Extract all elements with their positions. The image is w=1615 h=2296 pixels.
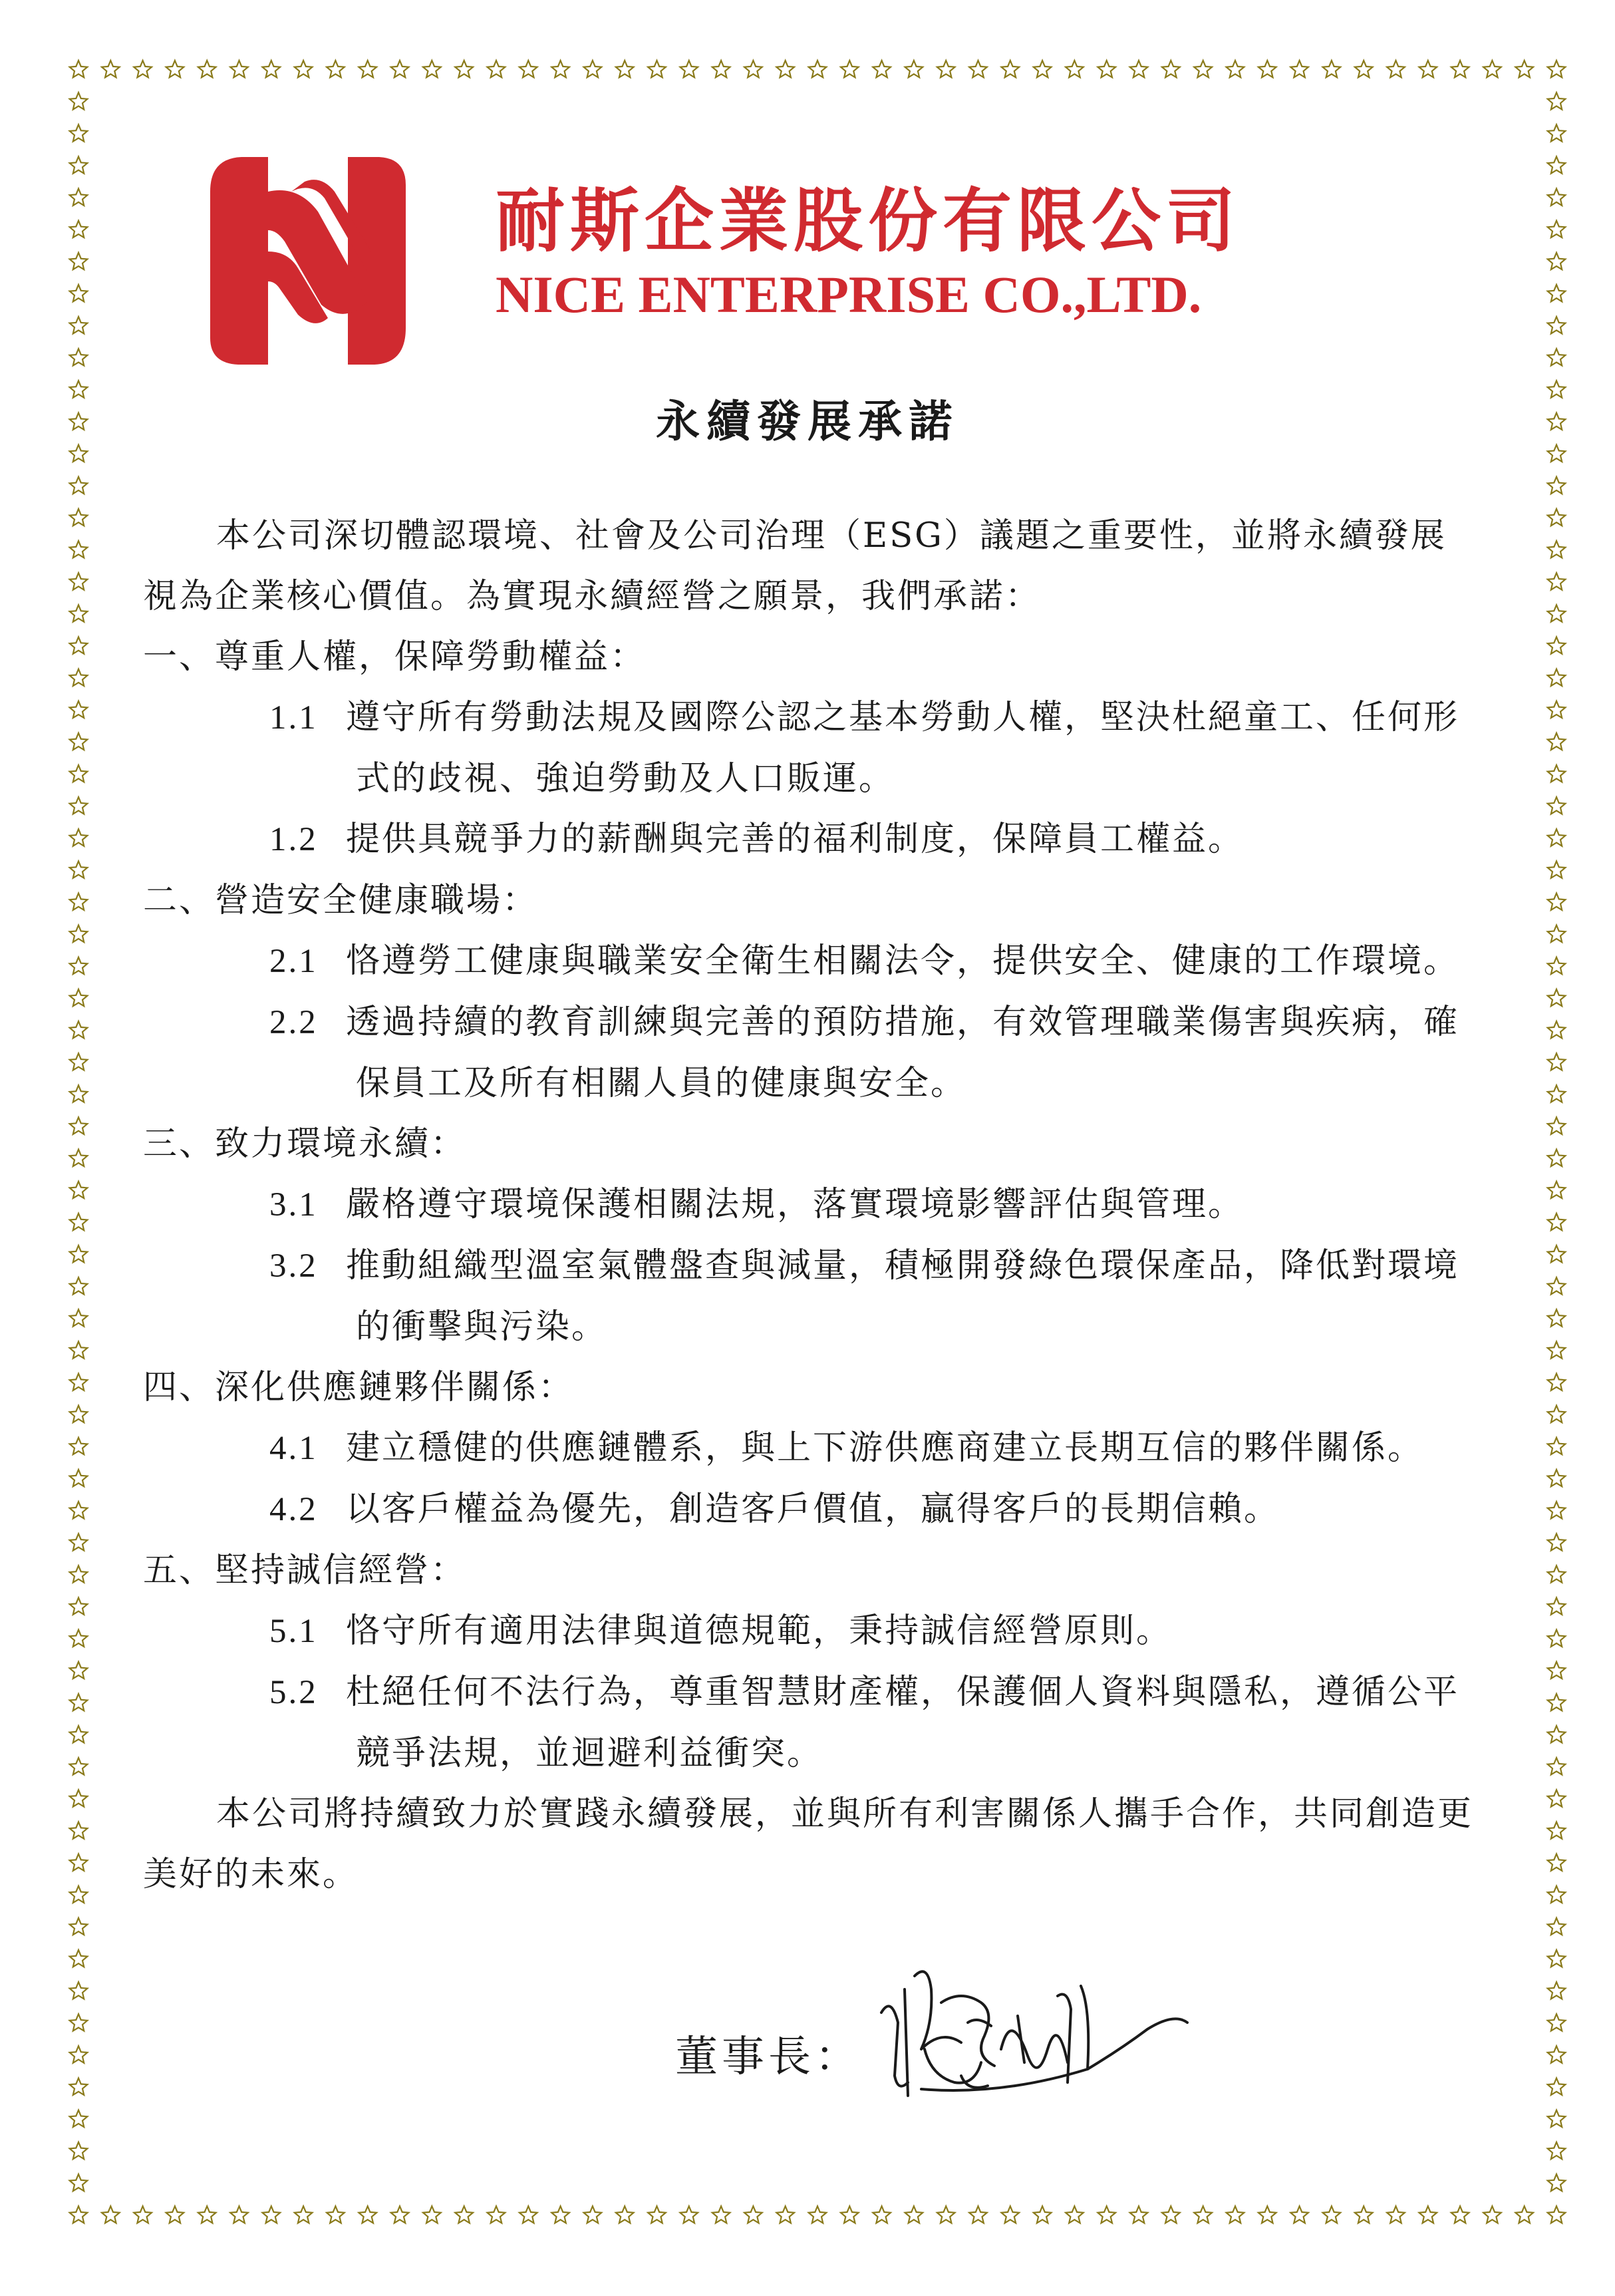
item-number: 4.2: [269, 1491, 318, 1528]
item-number: 1.1: [269, 699, 318, 737]
star-outline-icon: [70, 989, 88, 1006]
star-outline-icon: [1548, 1726, 1566, 1742]
item-text: 杜絕任何不法行為，尊重智慧財產權，保護個人資料與隱私，遵循公平競爭法規，並迴避利益衝突。: [346, 1673, 1460, 1773]
star-outline-icon: [70, 61, 88, 77]
item-text: 透過持續的教育訓練與完善的預防措施，有效管理職業傷害與疾病，確保員工及所有相關人員的健康與安全。: [346, 1003, 1460, 1103]
star-outline-icon: [1548, 1406, 1566, 1422]
star-outline-icon: [1162, 2206, 1180, 2223]
star-outline-icon: [1548, 189, 1566, 206]
star-outline-icon: [70, 2014, 88, 2031]
star-outline-icon: [70, 541, 88, 558]
star-outline-icon: [744, 2206, 762, 2223]
star-outline-icon: [1548, 1214, 1566, 1230]
star-outline-icon: [905, 2206, 923, 2223]
star-outline-icon: [1548, 477, 1566, 494]
list-item: [143, 992, 1480, 1114]
star-outline-icon: [70, 605, 88, 621]
star-outline-icon: [1548, 957, 1566, 974]
star-outline-icon: [1548, 1822, 1566, 1838]
star-outline-icon: [1451, 61, 1469, 77]
star-outline-icon: [70, 509, 88, 526]
star-outline-icon: [70, 2174, 88, 2191]
star-outline-icon: [1548, 1597, 1566, 1614]
star-outline-icon: [616, 2206, 634, 2223]
list-item: [143, 687, 1480, 809]
star-outline-icon: [70, 1565, 88, 1582]
star-outline-icon: [1258, 61, 1276, 77]
star-outline-icon: [70, 1309, 88, 1326]
star-outline-icon: [70, 765, 88, 782]
star-outline-icon: [70, 894, 88, 910]
star-outline-icon: [70, 1277, 88, 1294]
star-outline-icon: [1034, 2206, 1052, 2223]
star-outline-icon: [70, 829, 88, 846]
star-outline-icon: [1548, 349, 1566, 365]
star-outline-icon: [1548, 701, 1566, 718]
star-outline-icon: [1066, 61, 1084, 77]
star-outline-icon: [1227, 61, 1245, 77]
star-outline-icon: [1290, 2206, 1308, 2223]
star-outline-icon: [776, 2206, 794, 2223]
star-outline-icon: [70, 1918, 88, 1935]
star-outline-icon: [1548, 1085, 1566, 1102]
star-outline-icon: [70, 2078, 88, 2095]
intro-paragraph: 本公司深切體認環境、社會及公司治理（ESG）議題之重要性，並將永續發展視為企業核心價值。為實現永續經營之願景，我們承諾：: [143, 516, 1447, 616]
item-text: 嚴格遵守環境保護相關法規，落實環境影響評估與管理。: [346, 1185, 1245, 1224]
star-outline-icon: [1548, 1150, 1566, 1166]
nice-n-logo-icon: [205, 152, 411, 368]
star-outline-icon: [70, 797, 88, 814]
star-outline-icon: [519, 2206, 537, 2223]
star-outline-icon: [70, 637, 88, 653]
star-outline-icon: [712, 61, 730, 77]
star-outline-icon: [551, 61, 569, 77]
star-outline-icon: [937, 61, 955, 77]
star-outline-icon: [1355, 2206, 1373, 2223]
star-outline-icon: [70, 733, 88, 750]
star-outline-icon: [295, 61, 313, 77]
star-outline-icon: [70, 349, 88, 365]
star-outline-icon: [70, 1214, 88, 1230]
star-outline-icon: [166, 61, 184, 77]
star-outline-icon: [1387, 2206, 1405, 2223]
star-outline-icon: [1548, 1886, 1566, 1903]
star-outline-icon: [1548, 92, 1566, 109]
star-outline-icon: [488, 2206, 506, 2223]
list-item: [143, 1662, 1480, 1784]
star-outline-icon: [70, 1182, 88, 1198]
star-outline-icon: [1548, 1565, 1566, 1582]
list-item: [143, 1235, 1480, 1357]
star-outline-icon: [1548, 1438, 1566, 1454]
star-outline-icon: [1548, 925, 1566, 942]
star-outline-icon: [809, 61, 827, 77]
star-outline-icon: [680, 2206, 698, 2223]
star-outline-icon: [1130, 61, 1148, 77]
item-number: 3.1: [269, 1186, 318, 1224]
star-outline-icon: [1548, 829, 1566, 846]
star-outline-icon: [70, 925, 88, 942]
item-number: 1.2: [269, 821, 318, 858]
star-outline-icon: [70, 1726, 88, 1742]
star-outline-icon: [102, 61, 120, 77]
star-outline-icon: [1258, 2206, 1276, 2223]
star-outline-icon: [1515, 2206, 1533, 2223]
star-outline-icon: [1002, 61, 1020, 77]
star-outline-icon: [70, 1982, 88, 1999]
section-heading: 三、致力環境永續：: [143, 1124, 467, 1164]
star-outline-icon: [70, 92, 88, 109]
star-outline-icon: [391, 61, 409, 77]
star-outline-icon: [263, 2206, 281, 2223]
star-outline-icon: [70, 1374, 88, 1391]
star-outline-icon: [1034, 61, 1052, 77]
company-name-english: NICE ENTERPRISE CO.,LTD.: [496, 265, 1202, 323]
star-outline-icon: [648, 61, 666, 77]
star-outline-icon: [1548, 2014, 1566, 2031]
signature-block: [668, 1949, 1201, 2122]
star-outline-icon: [263, 61, 281, 77]
star-outline-icon: [1548, 2078, 1566, 2095]
item-number: 2.2: [269, 1004, 318, 1041]
star-outline-icon: [1548, 1470, 1566, 1486]
star-outline-icon: [1548, 1182, 1566, 1198]
star-outline-icon: [70, 124, 88, 141]
star-outline-icon: [70, 1245, 88, 1262]
star-outline-icon: [327, 61, 345, 77]
star-outline-icon: [1483, 61, 1501, 77]
star-outline-icon: [905, 61, 923, 77]
star-outline-icon: [70, 1597, 88, 1614]
company-name-chinese: 耐斯企業股份有限公司: [496, 180, 1241, 261]
star-outline-icon: [1548, 1245, 1566, 1262]
star-outline-icon: [1548, 1277, 1566, 1294]
star-outline-icon: [455, 2206, 473, 2223]
star-outline-icon: [1323, 61, 1341, 77]
star-outline-icon: [166, 2206, 184, 2223]
star-outline-icon: [70, 2142, 88, 2159]
star-outline-icon: [70, 1758, 88, 1774]
star-outline-icon: [70, 1021, 88, 1038]
document-body: [143, 506, 1480, 1905]
star-outline-icon: [1548, 2206, 1566, 2223]
star-outline-icon: [359, 61, 376, 77]
star-outline-icon: [70, 1117, 88, 1134]
star-outline-icon: [1548, 861, 1566, 878]
star-outline-icon: [1387, 61, 1405, 77]
handwritten-signature-icon: [868, 1949, 1201, 2122]
star-outline-icon: [70, 1085, 88, 1102]
star-outline-icon: [1548, 253, 1566, 269]
star-outline-icon: [1548, 1341, 1566, 1358]
star-outline-icon: [70, 669, 88, 686]
star-outline-icon: [1548, 156, 1566, 173]
star-outline-icon: [648, 2206, 666, 2223]
star-outline-icon: [1194, 2206, 1212, 2223]
star-outline-icon: [1548, 2046, 1566, 2062]
star-outline-icon: [809, 2206, 827, 2223]
star-outline-icon: [70, 573, 88, 589]
star-outline-icon: [359, 2206, 376, 2223]
item-number: 4.1: [269, 1430, 318, 1467]
star-outline-icon: [1548, 1117, 1566, 1134]
star-outline-icon: [70, 1854, 88, 1871]
star-outline-icon: [1548, 733, 1566, 750]
star-outline-icon: [1548, 1950, 1566, 1967]
list-item: [143, 1479, 1480, 1540]
star-outline-icon: [1419, 2206, 1437, 2223]
star-outline-icon: [1548, 1309, 1566, 1326]
item-number: 2.1: [269, 943, 318, 980]
star-outline-icon: [70, 1886, 88, 1903]
star-outline-icon: [969, 2206, 987, 2223]
star-outline-icon: [712, 2206, 730, 2223]
star-outline-icon: [1098, 61, 1115, 77]
star-outline-icon: [1548, 573, 1566, 589]
item-text: 建立穩健的供應鏈體系，與上下游供應商建立長期互信的夥伴關係。: [346, 1428, 1424, 1468]
star-outline-icon: [70, 1502, 88, 1518]
star-outline-icon: [1548, 1694, 1566, 1711]
star-outline-icon: [1548, 1854, 1566, 1871]
star-outline-icon: [873, 2206, 891, 2223]
star-outline-icon: [1548, 1982, 1566, 1999]
star-outline-icon: [616, 61, 634, 77]
item-number: 5.2: [269, 1674, 318, 1711]
star-outline-icon: [134, 2206, 152, 2223]
star-outline-icon: [70, 1406, 88, 1422]
star-outline-icon: [70, 156, 88, 173]
star-outline-icon: [1066, 2206, 1084, 2223]
star-outline-icon: [70, 701, 88, 718]
closing-paragraph: 本公司將持續致力於實踐永續發展，並與所有利害關係人攜手合作，共同創造更美好的未來。: [143, 1794, 1474, 1894]
star-outline-icon: [455, 61, 473, 77]
item-text: 提供具競爭力的薪酬與完善的福利制度，保障員工權益。: [346, 820, 1245, 859]
star-outline-icon: [230, 2206, 248, 2223]
star-outline-icon: [1548, 2110, 1566, 2127]
star-outline-icon: [1515, 61, 1533, 77]
star-outline-icon: [1548, 317, 1566, 333]
star-outline-icon: [873, 61, 891, 77]
star-outline-icon: [1098, 2206, 1115, 2223]
star-outline-icon: [423, 2206, 441, 2223]
item-text: 推動組織型溫室氣體盤查與減量，積極開發綠色環保產品，降低對環境的衝擊與污染。: [346, 1246, 1460, 1347]
star-outline-icon: [1548, 2174, 1566, 2191]
star-outline-icon: [1548, 1021, 1566, 1038]
star-outline-icon: [1548, 1758, 1566, 1774]
star-outline-icon: [70, 1822, 88, 1838]
item-number: 5.1: [269, 1613, 318, 1650]
star-outline-icon: [1548, 1918, 1566, 1935]
star-outline-icon: [295, 2206, 313, 2223]
item-text: 遵守所有勞動法規及國際公認之基本勞動人權，堅決杜絕童工、任何形式的歧視、強迫勞動及人口販運。: [346, 698, 1460, 798]
star-outline-icon: [1548, 605, 1566, 621]
star-outline-icon: [1548, 637, 1566, 653]
star-outline-icon: [327, 2206, 345, 2223]
star-outline-icon: [1548, 1374, 1566, 1391]
star-outline-icon: [70, 1150, 88, 1166]
star-outline-icon: [70, 189, 88, 206]
star-outline-icon: [1548, 124, 1566, 141]
star-outline-icon: [1548, 894, 1566, 910]
star-outline-icon: [776, 61, 794, 77]
star-outline-icon: [1548, 1534, 1566, 1550]
list-item: [143, 1601, 1480, 1662]
star-outline-icon: [519, 61, 537, 77]
star-outline-icon: [70, 1341, 88, 1358]
star-outline-icon: [70, 221, 88, 238]
star-outline-icon: [70, 477, 88, 494]
star-outline-icon: [1548, 1662, 1566, 1679]
star-outline-icon: [70, 2206, 88, 2223]
star-outline-icon: [1548, 989, 1566, 1006]
star-outline-icon: [70, 1534, 88, 1550]
section-heading: 一、尊重人權，保障勞動權益：: [143, 637, 647, 677]
star-outline-icon: [1548, 221, 1566, 238]
star-outline-icon: [70, 957, 88, 974]
star-outline-icon: [1162, 61, 1180, 77]
section-heading: 五、堅持誠信經營：: [143, 1551, 467, 1590]
star-outline-icon: [70, 1438, 88, 1454]
document-title: 永續發展承諾: [656, 395, 959, 447]
star-outline-icon: [1002, 2206, 1020, 2223]
star-outline-icon: [1194, 61, 1212, 77]
item-number: 3.2: [269, 1247, 318, 1285]
star-outline-icon: [1130, 2206, 1148, 2223]
star-outline-icon: [584, 61, 602, 77]
star-outline-icon: [937, 2206, 955, 2223]
star-outline-icon: [1483, 2206, 1501, 2223]
star-outline-icon: [1548, 1502, 1566, 1518]
item-text: 恪守所有適用法律與道德規範，秉持誠信經營原則。: [346, 1611, 1173, 1651]
item-text: 恪遵勞工健康與職業安全衛生相關法令，提供安全、健康的工作環境。: [346, 941, 1460, 981]
star-outline-icon: [70, 1790, 88, 1806]
star-outline-icon: [841, 2206, 859, 2223]
star-outline-icon: [70, 285, 88, 301]
item-text: 以客戶權益為優先，創造客戶價值，贏得客戶的長期信賴。: [346, 1490, 1280, 1529]
list-item: [143, 1418, 1480, 1479]
list-item: [143, 1174, 1480, 1235]
star-outline-icon: [969, 61, 987, 77]
chairman-label: 董事長：: [675, 2033, 861, 2082]
star-outline-icon: [70, 1662, 88, 1679]
star-outline-icon: [70, 2110, 88, 2127]
list-item: [143, 931, 1480, 992]
star-outline-icon: [1548, 1790, 1566, 1806]
star-outline-icon: [70, 317, 88, 333]
star-outline-icon: [1548, 797, 1566, 814]
star-outline-icon: [70, 1470, 88, 1486]
star-outline-icon: [1548, 509, 1566, 526]
star-outline-icon: [70, 253, 88, 269]
company-logo: [205, 152, 411, 368]
star-outline-icon: [1548, 1053, 1566, 1070]
star-outline-icon: [1548, 1630, 1566, 1647]
star-outline-icon: [198, 2206, 216, 2223]
section-heading: 二、營造安全健康職場：: [143, 881, 539, 920]
star-outline-icon: [70, 1630, 88, 1647]
star-outline-icon: [102, 2206, 120, 2223]
star-outline-icon: [584, 2206, 602, 2223]
star-outline-icon: [134, 61, 152, 77]
star-outline-icon: [70, 2046, 88, 2062]
section-heading: 四、深化供應鏈夥伴關係：: [143, 1368, 575, 1407]
star-outline-icon: [841, 61, 859, 77]
star-outline-icon: [488, 61, 506, 77]
star-outline-icon: [1419, 61, 1437, 77]
star-outline-icon: [1548, 669, 1566, 686]
star-outline-icon: [744, 61, 762, 77]
star-outline-icon: [70, 1694, 88, 1711]
star-outline-icon: [423, 61, 441, 77]
star-outline-icon: [70, 1053, 88, 1070]
star-outline-icon: [198, 61, 216, 77]
star-outline-icon: [1548, 765, 1566, 782]
star-outline-icon: [1548, 61, 1566, 77]
star-outline-icon: [1548, 285, 1566, 301]
star-outline-icon: [1290, 61, 1308, 77]
star-outline-icon: [391, 2206, 409, 2223]
star-outline-icon: [1548, 2142, 1566, 2159]
star-outline-icon: [70, 861, 88, 878]
star-outline-icon: [230, 61, 248, 77]
star-outline-icon: [551, 2206, 569, 2223]
star-outline-icon: [1355, 61, 1373, 77]
star-outline-icon: [70, 1950, 88, 1967]
star-outline-icon: [1548, 541, 1566, 558]
star-outline-icon: [1323, 2206, 1341, 2223]
star-outline-icon: [1227, 2206, 1245, 2223]
list-item: [143, 809, 1480, 870]
star-outline-icon: [680, 61, 698, 77]
star-outline-icon: [1451, 2206, 1469, 2223]
